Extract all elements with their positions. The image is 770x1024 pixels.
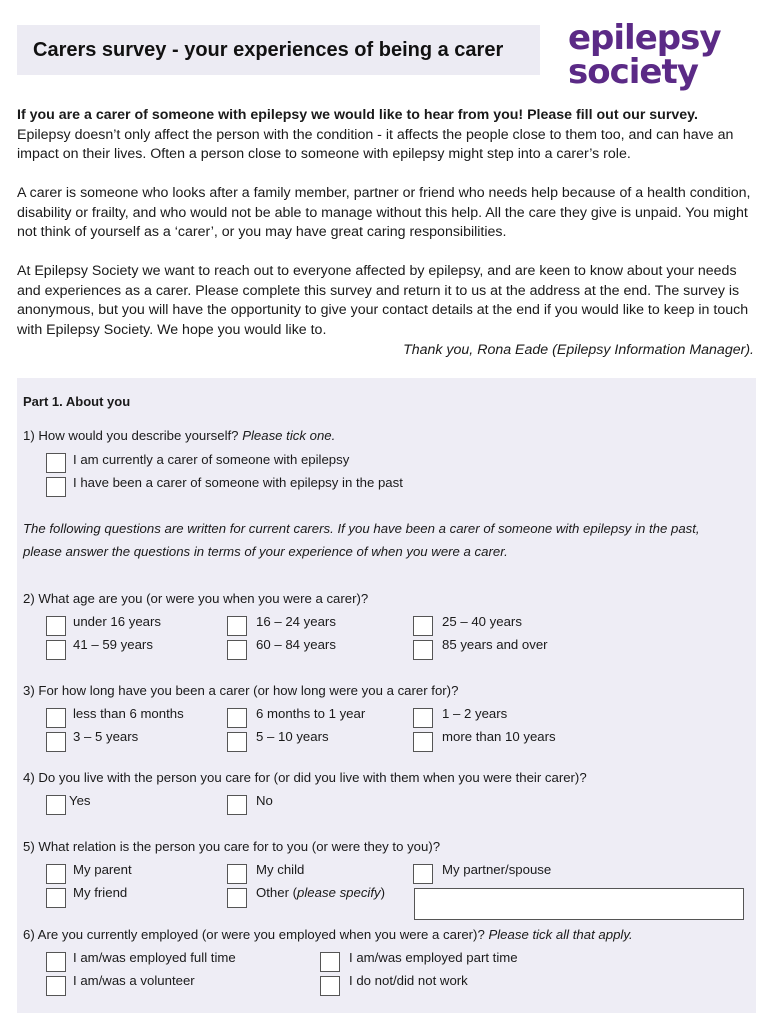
- checkbox-q5-child[interactable]: [227, 864, 247, 884]
- option-label: more than 10 years: [442, 729, 556, 744]
- option-label: No: [256, 793, 273, 808]
- question-6-hint: Please tick all that apply.: [488, 927, 633, 942]
- other-prefix: Other (: [256, 885, 298, 900]
- option-label: less than 6 months: [73, 706, 184, 721]
- question-1-hint: Please tick one.: [242, 428, 336, 443]
- option-label: I do not/did not work: [349, 973, 468, 988]
- checkbox-q3-gt10y[interactable]: [413, 732, 433, 752]
- note-line-1: The following questions are written for current carers. If you have been a carer of someone with epilepsy in the past,: [23, 521, 700, 536]
- intro-text: [17, 106, 757, 360]
- other-italic: please specify: [297, 885, 381, 900]
- checkbox-q3-1-2y[interactable]: [413, 708, 433, 728]
- checkbox-q3-lt6m[interactable]: [46, 708, 66, 728]
- option-label: 16 – 24 years: [256, 614, 336, 629]
- option-label: My partner/spouse: [442, 862, 552, 877]
- option-label: I am currently a carer of someone with epilepsy: [73, 452, 350, 467]
- option-label: under 16 years: [73, 614, 161, 629]
- intro-paragraph-3: At Epilepsy Society we want to reach out to everyone affected by epilepsy, and are keen to know about your needs and experiences as a carer. Please complete this survey and return it to us at the address at the end. The survey is anonymous, but you will have the opportunity to give your contact details at the end if you would like to keep in touch with Epilepsy Society. We hope you would like to.: [17, 263, 749, 338]
- epilepsy-society-logo: [566, 18, 756, 94]
- option-label: I am/was employed full time: [73, 950, 236, 965]
- checkbox-q1-past[interactable]: [46, 477, 66, 497]
- checkbox-q6-full-time[interactable]: [46, 952, 66, 972]
- checkbox-q5-parent[interactable]: [46, 864, 66, 884]
- option-label: 85 years and over: [442, 637, 548, 652]
- checkbox-q3-3-5y[interactable]: [46, 732, 66, 752]
- option-label: 6 months to 1 year: [256, 706, 366, 721]
- intro-lead: If you are a carer of someone with epilepsy we would like to hear from you! Please fill out our survey.: [17, 107, 698, 123]
- checkbox-q1-current[interactable]: [46, 453, 66, 473]
- option-label: I am/was employed part time: [349, 950, 518, 965]
- question-4-text: 4) Do you live with the person you care for (or did you live with them when you were their carer)?: [23, 770, 587, 785]
- option-label: My friend: [73, 885, 128, 900]
- checkbox-q2-25-40[interactable]: [413, 616, 433, 636]
- checkbox-q2-41-59[interactable]: [46, 640, 66, 660]
- question-1: [23, 428, 335, 443]
- intro-paragraph-1: Epilepsy doesn’t only affect the person with the condition - it affects the people close to them too, and can have an impact on their lives. Often a person close to someone with epilepsy might step into a carer’s role.: [17, 126, 734, 162]
- checkbox-q2-under16[interactable]: [46, 616, 66, 636]
- survey-form: [17, 378, 756, 1013]
- option-label: I am/was a volunteer: [73, 973, 195, 988]
- option-label-other: [256, 885, 385, 900]
- signature: Thank you, Rona Eade (Epilepsy Information Manager).: [403, 341, 754, 358]
- page-title: Carers survey - your experiences of being a carer: [33, 38, 504, 61]
- intro-paragraph-2: A carer is someone who looks after a family member, partner or friend who needs help because of a health condition, disability or frailty, and who would not be able to manage without this help. All the care they give is unpaid. You might not think of yourself as a ‘carer’, or you may have great caring responsibilities.: [17, 185, 751, 240]
- checkbox-q4-no[interactable]: [227, 795, 247, 815]
- checkbox-q3-5-10y[interactable]: [227, 732, 247, 752]
- option-label: 5 – 10 years: [256, 729, 329, 744]
- logo-line-1: epilepsy: [568, 18, 721, 58]
- part-heading: Part 1. About you: [23, 394, 131, 409]
- option-label: 1 – 2 years: [442, 706, 508, 721]
- checkbox-q6-volunteer[interactable]: [46, 976, 66, 996]
- question-6: [23, 927, 633, 942]
- checkbox-q2-16-24[interactable]: [227, 616, 247, 636]
- checkbox-q5-other[interactable]: [227, 888, 247, 908]
- checkbox-q4-yes[interactable]: [46, 795, 66, 815]
- option-label: 41 – 59 years: [73, 637, 153, 652]
- question-5-text: 5) What relation is the person you care for to you (or were they to you)?: [23, 839, 441, 854]
- note-line-2: please answer the questions in terms of your experience of when you were a carer.: [23, 544, 508, 559]
- option-label: I have been a carer of someone with epilepsy in the past: [73, 475, 403, 490]
- option-label: My child: [256, 862, 305, 877]
- option-label: 25 – 40 years: [442, 614, 522, 629]
- option-label: 3 – 5 years: [73, 729, 139, 744]
- checkbox-q3-6m-1y[interactable]: [227, 708, 247, 728]
- question-3-text: 3) For how long have you been a carer (or how long were you a carer for)?: [23, 683, 459, 698]
- option-label: My parent: [73, 862, 132, 877]
- other-suffix: ): [380, 885, 386, 900]
- checkbox-q2-60-84[interactable]: [227, 640, 247, 660]
- checkbox-q6-not-work[interactable]: [320, 976, 340, 996]
- logo-line-2: society: [568, 52, 698, 92]
- checkbox-q5-friend[interactable]: [46, 888, 66, 908]
- option-label: Yes: [69, 793, 91, 808]
- title-banner: [17, 25, 540, 75]
- question-1-text: 1) How would you describe yourself?: [23, 428, 239, 443]
- checkbox-q6-part-time[interactable]: [320, 952, 340, 972]
- question-6-text: 6) Are you currently employed (or were you employed when you were a carer)?: [23, 927, 485, 942]
- checkbox-q5-partner[interactable]: [413, 864, 433, 884]
- option-label: 60 – 84 years: [256, 637, 336, 652]
- other-specify-field[interactable]: [414, 888, 744, 920]
- checkbox-q2-85plus[interactable]: [413, 640, 433, 660]
- question-2-text: 2) What age are you (or were you when you were a carer)?: [23, 591, 369, 606]
